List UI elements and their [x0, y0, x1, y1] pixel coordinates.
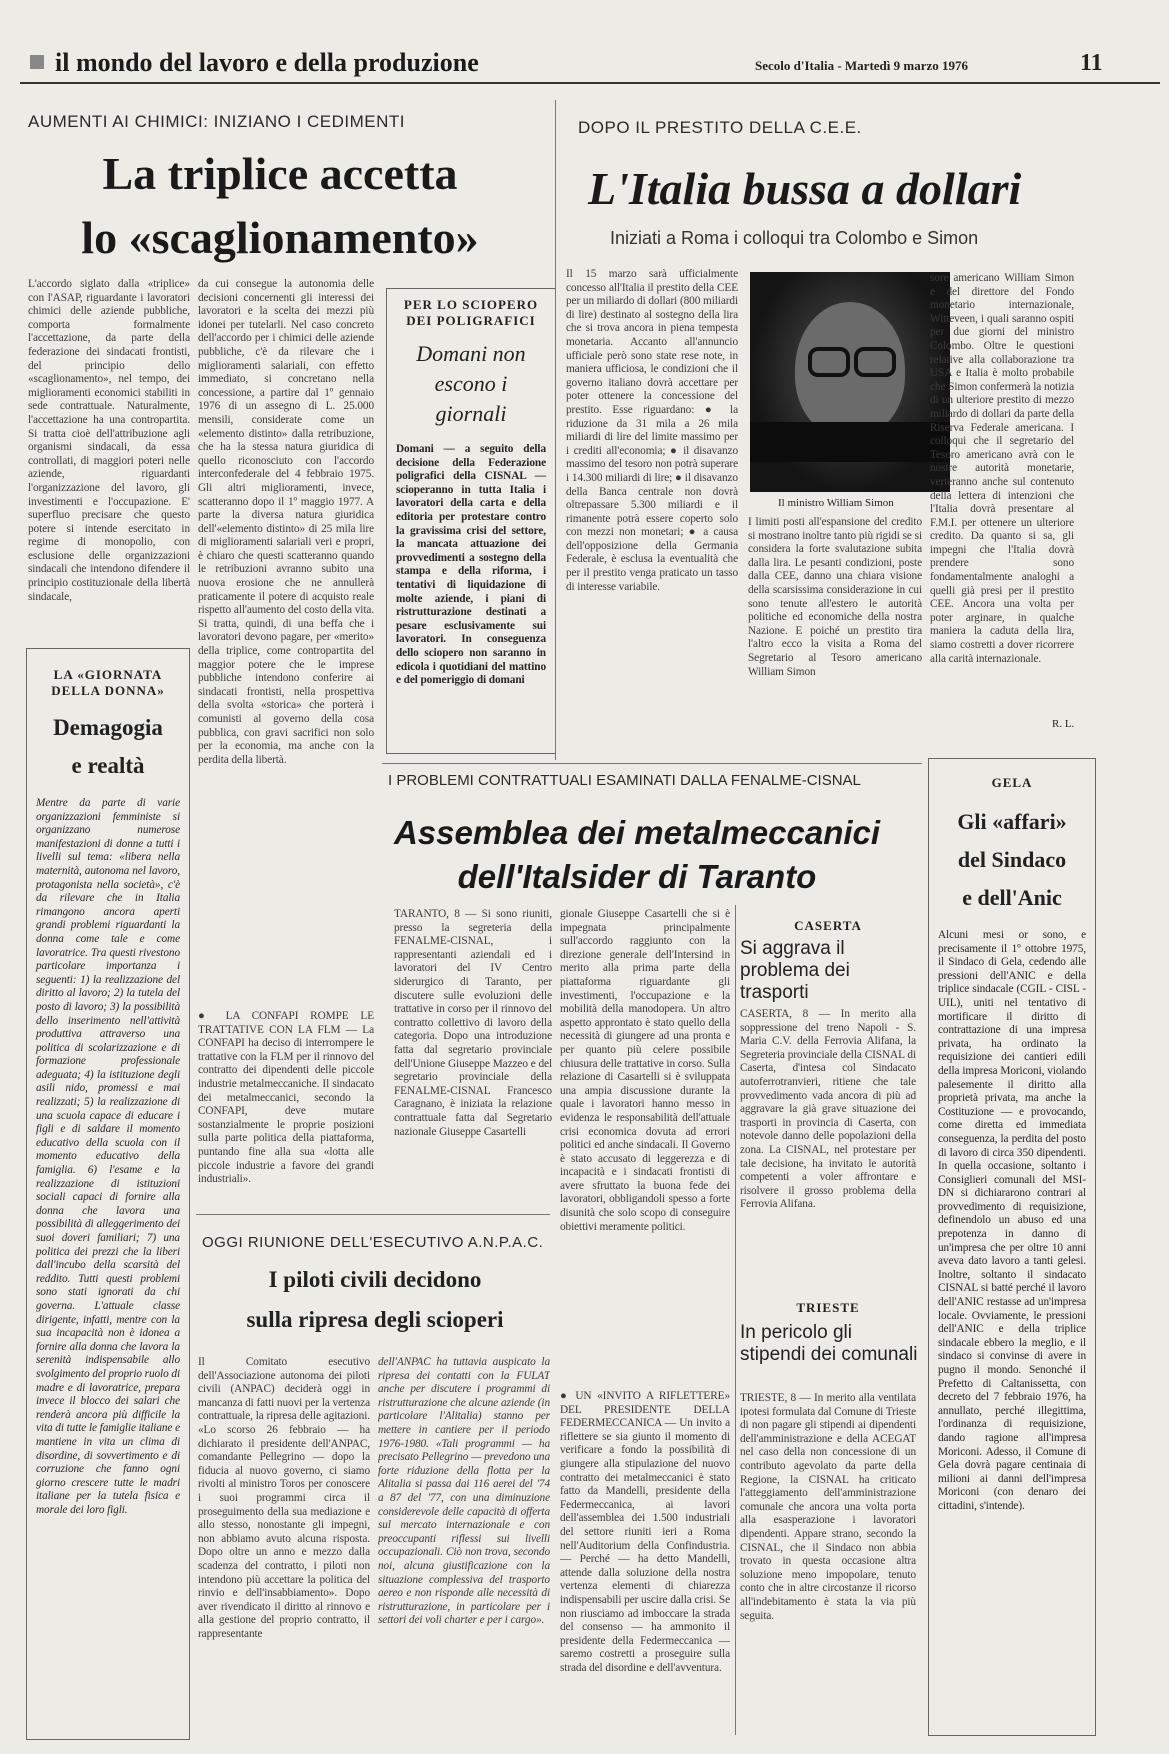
scan-mark — [30, 55, 44, 69]
donna-box — [26, 648, 190, 1740]
trieste-label: TRIESTE — [796, 1300, 860, 1315]
dollari-signature: R. L. — [1052, 718, 1075, 730]
issue-date: Secolo d'Italia - Martedì 9 marzo 1976 — [755, 58, 969, 73]
caserta-body: CASERTA, 8 — In merito alla soppressione del treno Napoli - S. Maria C.V. della Ferrovia Alifana, la Segreteria provinciale della CISNAL di Caserta, d'intesa col Sindacato autoferrotranvieri, ritiene che tale provvedimento vada ancora di più ad aggravare la già grave situazione dei trasporti in provincia di Caserta, con notevole danno delle popolazioni della zona. La CISNAL, nel protestare per tale decisione, ha invitato le autorità competenti a voler affrontare e risolvere il grosso problema della Ferrovia Alifana. — [740, 1008, 916, 1211]
anpac-title-line2: sulla ripresa degli scioperi — [246, 1307, 504, 1332]
page-number: 11 — [1080, 50, 1103, 76]
gela-title-line3: e dell'Anic — [962, 885, 1062, 910]
chimici-column-1: L'accordo siglato dalla «triplice» con l'ASAP, riguardante i lavoratori chimici delle aziende pubbliche, comporta formalmente l'accettazione, da parte della federazione dei sindacati frontisti, del principio dello «scaglionamento», nel tempo, dei miglioramenti economici stabiliti in sede contrattuale. Naturalmente, l'accettazione ha una contropartita. Si tratta cioè dell'attribuzione agli organismi sindacali, da essa controllati, di maggiori poteri nelle aziende, riguardanti l'organizzazione del lavoro, gli investimenti e l'occupazione. E' superfluo precisare che questo potere si intende esercitato in regime di monopolio, con esclusione delle organizzazioni sindacali che intendono difendere il principio costituzionale della libertà sindacale, — [28, 278, 190, 603]
dollari-deck: Iniziati a Roma i colloqui tra Colombo e Simon — [610, 228, 979, 248]
section-title: il mondo del lavoro e della produzione — [55, 48, 479, 77]
poligrafici-kicker: PER LO SCIOPERO DEI POLIGRAFICI — [403, 297, 539, 328]
poligrafici-body: Domani — a seguito della decisione della Federazione poligrafici della CISNAL — scioperanno in tutta Italia i lavoratori della carta e della editoria per protestare contro la gravissima crisi del settore, la mancata attuazione dei provvedimenti a sostegno della stampa e della riforma, i tentativi di liquidazione di molte aziende, i piani di ristrutturazione destinati a pesare esclusivamente sui lavoratori. In conseguenza dello sciopero non saranno in edicola i quotidiani del mattino e del pomeriggio di domani — [396, 443, 546, 687]
anpac-title-line1: I piloti civili decidono — [268, 1267, 482, 1292]
trieste-body: TRIESTE, 8 — In merito alla ventilata ipotesi formulata dal Comune di Trieste di non pagare gli stipendi ai dipendenti dell'amministrazione e della ACEGAT nel caso della non concessione di un contributo agevolato da parte della Regione, la CISNAL ha criticato l'atteggiamento dell'amministrazione comunale che ancora una volta porta alla esasperazione i lavoratori dipendenti. Appare strano, secondo la CISNAL, che il Sindaco non abbia trovato in questa occasione altra soluzione meno impopolare, tenuto conto che in altre circostanze il ricorso all'indebitamento è stata la via più seguita. — [740, 1392, 916, 1622]
metal-kicker: I PROBLEMI CONTRATTUALI ESAMINATI DALLA FENALME-CISNAL — [388, 772, 861, 789]
metal-title-line2: dell'Italsider di Taranto — [457, 858, 817, 895]
metal-column-2: gionale Giuseppe Casartelli che si è impegnata principalmente sull'accordo raggiunto con la direzione generale dell'Intersind in merito alla prima parte della piattaforma riguardante gli investimenti, l'occupazione e la mobilità della manodopera. Un altro aspetto approntato è stato quello della necessità di giungere ad una pronta e per quanto più celere possibile chiusura delle trattative in corso. Sulla relazione di Casartelli si è sviluppata una ampia discussione durante la quale i lavoratori hanno messo in evidenza le responsabilità dell'attuale crisi economica dovuta ad errori politici ed anche sindacali. Il Governo è stato accusato di leggerezza e di incapacità e i sindacati frontisti di avere sfruttato la buona fede dei lavoratori, obbligandoli spesso a forte disunità che solo scopo di conseguire obiettivi meramente politici. — [560, 908, 730, 1233]
poligrafici-title: Domani non escono i giornali — [416, 341, 526, 426]
dollari-kicker: DOPO IL PRESTITO DELLA C.E.E. — [578, 118, 862, 137]
simon-photo — [750, 272, 950, 492]
dollari-title: L'Italia bussa a dollari — [588, 163, 1022, 214]
anpac-column-2: dell'ANPAC ha tuttavia auspicato la ripresa dei contatti con la FULAT anche per discutere i programmi di ristrutturazione che alcune aziende (in particolare l'Alitalia) stanno per mettere in cantiere per il periodo 1976-1980. «Tali programmi — ha precisato Pellegrino — prevedono una forte riduzione della flotta per la Alitalia si passa dai 116 aerei del '74 a 87 del '77, con una diminuzione considerevole delle capacità di offerta sul mercato internazionale e con preoccupanti riflessi sui livelli occupazionali. Ciò non trova, secondo noi, alcuna giustificazione con la situazione complessiva del trasporto aereo e non risponde alle necessità di ristrutturazione, in particolare per i settori dei voli charter e per i cargo». — [378, 1356, 550, 1627]
dollari-column-2: I limiti posti all'espansione del credito si mostrano inoltre tanto più rigidi se si considera la forte svalutazione subita dalla lira. Le pesanti condizioni, poste dalla CEE, danno una chiara visione della scarsissima considerazione in cui sono tenute all'estero le autorità politiche ed economiche della nostra Nazione. E poiché un prestito tira l'altro ecco la visita a Roma del Segretario al Tesoro americano William Simon — [748, 516, 922, 678]
gela-box — [928, 758, 1096, 1736]
chimici-title-line1: La triplice accetta — [102, 148, 458, 199]
rule-metal — [382, 763, 922, 764]
chimici-column-2: da cui consegue la autonomia delle decisioni concernenti gli interessi dei lavoratori e la scelta dei mezzi più idonei per tutelarli. Nel caso concreto dell'accordo per i chimici delle aziende pubbliche, c'è da rilevare che i miglioramenti salariali, con effetto immediato, si concretano nella concessione, a partire dal 1º gennaio 1976 di un assegno di L. 25.000 mensili, considerate come un «elemento distinto» dalla retribuzione, che ha la stessa natura giuridica di quello riconosciuto con l'accordo interconfederale del 4 febbraio 1975. Gli altri miglioramenti, invece, scatteranno dopo il 1º maggio 1977. A parte la diversa natura giuridica dell'«elemento distinto» di 25 mila lire di miglioramenti salariali veri e propri, è chiaro che questi scatteranno quando le retribuzioni avranno subito una nuova erosione che ne annullerà praticamente il potere di acquisto reale rispetto all'aumento del costo della vita. Si tratta, quindi, di una beffa che i lavoratori devono pagare, per «merito» della triplice, come contropartita del maggior potere che le imprese pubbliche intendono conferire ai sindacati frontisti, nella prospettiva della svolta «storica» che porterà i comunisti al governo della cosa pubblica, con gravi sacrifici non solo per la economia, ma anche con la perdita della libertà. — [198, 278, 374, 766]
anpac-column-1: Il Comitato esecutivo dell'Associazione autonoma dei piloti civili (ANPAC) deciderà oggi in mancanza di fatti nuovi per la vertenza contrattuale, la ripresa delle agitazioni. «Lo scorso 26 febbraio — ha dichiarato il presidente dell'ANPAC, comandante Pellegrino — dopo la fiducia al nuovo governo, ci siamo rivolti al ministro Toros per conoscere i suoi programmi circa il proseguimento della sua mediazione e allo stesso, nonostante gli impegni, non abbiamo avuto alcuna risposta. Dopo oltre un anno e mezzo dalla scadenza del contratto, i piloti non intendono più accettare la politica del rinvio e dell'insabbiamento». Dopo aver rivendicato il diritto al rinnovo e alla gestione del proprio contratto, il rappresentante — [198, 1356, 370, 1640]
portrait-suit — [750, 422, 950, 462]
masthead-rule — [20, 82, 1160, 84]
caserta-label: CASERTA — [794, 918, 862, 933]
donna-title-line1: Demagogia — [53, 715, 163, 740]
donna-title-line2: e realtà — [71, 753, 145, 778]
metal-title-line1: Assemblea dei metalmeccanici — [393, 814, 881, 851]
column-rule — [555, 100, 556, 760]
portrait-glasses — [808, 347, 892, 371]
gela-body: Alcuni mesi or sono, e precisamente il 1º ottobre 1975, il Sindaco di Gela, cedendo alle pressioni dell'ANIC e della triplice sindacale (CGIL - CISL - UIL), uniti nel tentativo di mortificare il diritto di contrattazione di una impresa privata, ha ordinato la requisizione dei cantieri edili della impresa Moriconi, violando palesemente il diritto alla proprietà privata, ma anche la Costituzione — e provocando, come diretta ed immediata conseguenza, la perdita del posto di lavoro di circa 350 dipendenti. In quella occasione, soltanto i Consiglieri comunali del MSI-DN si dichiararono contrari al provvedimento di requisizione, definendolo un abuso ed una prepotenza in danno di un'impresa che per oltre 10 anni aveva dato lavoro a tanti gelesi. Inoltre, soltanto il sindacato CISNAL si batté perché il lavoro dell'ANIC restasse ad un'impresa locale. Ovviamente, le pressioni dell'ANIC e della triplice sindacale ebbero la meglio, e il sindaco si convinse di avere in pugno il mondo. Senonché il Prefetto di Caltanissetta, con decreto del 7 febbraio 1976, ha annullato, perché illegittima, l'ordinanza di requisizione, dando ragione all'impresa Moriconi. Adesso, il Comune di Gela dovrà pagare centinaia di milioni ai danni dell'impresa Moriconi (con denaro dei cittadini, s'intende). — [938, 929, 1086, 1512]
anpac-kicker: OGGI RIUNIONE DELL'ESECUTIVO A.N.P.A.C. — [202, 1234, 544, 1251]
photo-caption: Il ministro William Simon — [778, 497, 894, 509]
trieste-title: In pericolo gli stipendi dei comunali — [740, 1322, 918, 1365]
gela-title-line1: Gli «affari» — [957, 809, 1067, 834]
donna-body: Mentre da parte di varie organizzazioni femministe si organizzano numerose manifestazioni di donne a tutti i livelli sul tema: «libera nella maternità, autonoma nel lavoro, protagonista nella società», c'è da rilevare che in Italia rimangono ancora aperti grandi problemi riguardanti la donna come tale e come lavoratrice. Tra questi rivestono particolare importanza i seguenti: 1) la realizzazione del diritto al lavoro; 2) la tutela del posto di lavoro; 3) la possibilità dello inserimento nell'attività produttiva attraverso una politica di scolarizzazione e di formazione professionale adeguata; 4) la istituzione degli asili nido, promessi e mai realizzati; 5) la realizzazione di una scuola capace di educare i figli e di saldare il momento educativo della scuola con il momento educativo della famiglia. 6) l'esame e la realizzazione di istituzioni sociali capaci di fornire alla donna che lavora una possibilità di alleggerimento dei suoi doveri familiari; 7) una politica dei prezzi che la liberi dall'incubo della scarsità del reddito. Tutti questi problemi sono stati ignorati da chi governa. L'attuale classe dirigente, infatti, mentre con la sua incapacità non è idonea a fornire alla donna che lavora la serenità indispensabile allo svolgimento del proprio ruolo di madre e di lavoratrice, prepara invece il blocco dei salari che renderà ancora più difficile la vita di tutte le famiglie italiane e mantiene in vita un clima di disordine, di sovvertimento e di corruzione che fanno ogni giorno crescere tutte le madri italiane per la tutela fisica e morale dei loro figli. — [36, 797, 180, 1516]
rule-anpac — [196, 1214, 550, 1215]
caserta-title: Si aggrava il problema dei trasporti — [740, 938, 850, 1003]
column-rule — [735, 905, 736, 1735]
poligrafici-box — [386, 288, 556, 754]
gela-label: GELA — [991, 775, 1033, 790]
donna-kicker: LA «GIORNATA DELLA DONNA» — [51, 667, 165, 698]
gela-title-line2: del Sindaco — [957, 847, 1067, 872]
chimici-kicker: AUMENTI AI CHIMICI: INIZIANO I CEDIMENTI — [28, 112, 406, 131]
dollari-column-1: Il 15 marzo sarà ufficialmente concesso all'Italia il prestito della CEE per un miliardo di dollari (800 miliardi di lire) destinato al sostegno della lira che si trova ancora in piena tempesta monetaria. Accanto all'annuncio ufficiale però sono state rese note, in maniera ufficiosa, le condizioni che il governo italiano dovrà accettare per poter ottenere la concessione del prestito. Esse riguardano: ● la riduzione da 31 mila a 26 mila miliardi di lire del limite massimo per i crediti all'economia; ● il disavanzo massimo del tesoro non potrà superare i 14.300 miliardi di lire; ● il disavanzo della Banca centrale non dovrà oltrepassare 5.300 miliardi e il rimanente potrà essere coperto solo con mezzi non monetari; ● a causa dell'opposizione della Germania Federale, è esclusa la eventualità che per il prestito venga praticato un tasso di interesse variabile. — [566, 268, 738, 593]
confapi-note: ● LA CONFAPI ROMPE LE TRATTATIVE CON LA FLM — La CONFAPI ha deciso di interrompere le trattative con la FLM per il rinnovo del contratto dei dipendenti delle piccole industrie metalmeccaniche. Il sindacato dei metalmeccanici, secondo la CONFAPI, deve mutare sostanzialmente le proprie posizioni sulla parte politica della piattaforma, puntando fine alla sua «lotta alle piccole industrie a favore dei grandi industriali». — [198, 1010, 374, 1186]
metal-column-1: TARANTO, 8 — Si sono riuniti, presso la segreteria della FENALME-CISNAL, i rappresentanti aziendali ed i lavoratori del IV Centro siderurgico di Taranto, per discutere sulle evoluzioni delle trattative in corso per il rinnovo del contratto collettivo di lavoro della categoria. Dopo una introduzione fatta dal segretario provinciale dell'Unione Giuseppe Mazzeo e del segretario provinciale della FENALME-CISNAL Francesco Caragnano, è iniziata la relazione contrattuale fatta dal Segretario nazionale Giuseppe Casartelli — [394, 908, 552, 1138]
chimici-title-line2: lo «scaglionamento» — [81, 212, 479, 263]
anpac-column-3: ● UN «INVITO A RIFLETTERE» DEL PRESIDENTE DELLA FEDERMECCANICA — Un invito a riflettere se sia giunto il momento di verificare a fondo la possibilità di giungere alla stipulazione del nuovo contratto dei metalmeccanici è stato fatto da Mandelli, presidente della Federmeccanica, ai lavori dell'assemblea dei 1.500 industriali del settore riuniti ieri a Roma nell'Auditorium della Confindustria. — Perché — ha detto Mandelli, attende dalla soluzione della nostra vertenza elementi di chiarezza indispensabili per uscire dalla crisi. Se non riusciamo ad imboccare la strada del consenso — ha ammonito il presidente della Federmeccanica — saremo costretti a proseguire sulla strada del disordine e dell'avventura. — [560, 1390, 730, 1674]
dollari-column-3: sore americano William Simon e del direttore del Fondo monetario internazionale, Witteveen, i quali saranno ospiti per due giorni del ministro Colombo. Oltre le questioni relative alla collaborazione tra USA e Italia è molto probabile che Simon confermerà la notizia di un ulteriore prestito di mezzo miliardo di dollari da parte della Riserva Federale americana. I colloqui che il segretario del Tesoro americano avrà con le nostre autorità monetarie, verteranno anche sul contenuto della lettera di intenzioni che l'Italia dovrà presentare al F.M.I. per ottenere un ulteriore credito. Da quanto si sa, gli impegni che l'Italia dovrà prendere sono fondamentalmente analoghi a quelli già presi per il prestito CEE. Ancora una volta per poter arginare, in qualche maniera la caduta della lira, siamo costretti a dover ricorrere alla carità internazionale. — [930, 272, 1074, 665]
